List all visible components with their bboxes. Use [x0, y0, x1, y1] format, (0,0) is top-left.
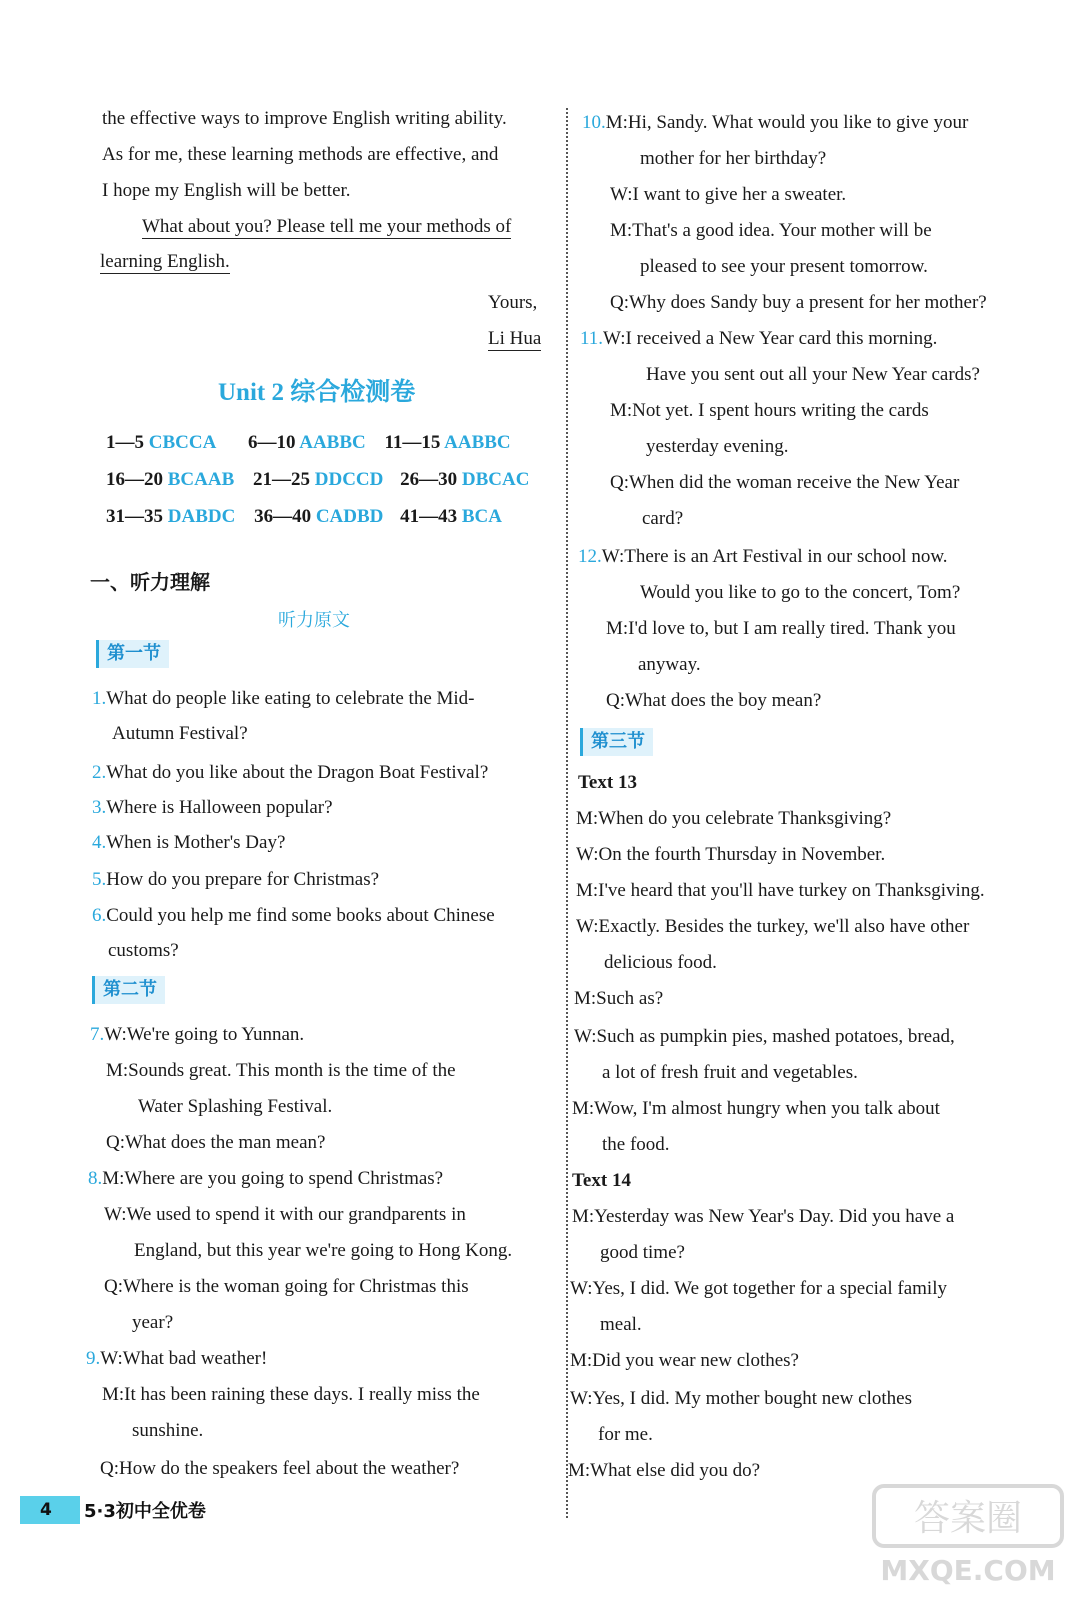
intro-line: learning English. — [100, 251, 230, 272]
dialogue-line: M:That's a good idea. Your mother will be — [610, 220, 932, 241]
dialogue-line: Water Splashing Festival. — [138, 1096, 333, 1117]
dialogue-line: M:It has been raining these days. I really miss the — [102, 1384, 480, 1405]
intro-line: As for me, these learning methods are effective, and — [102, 144, 499, 165]
section-subtitle: 听力原文 — [278, 610, 350, 631]
dialogue-line: M:Did you wear new clothes? — [570, 1350, 799, 1371]
dialogue-line: Q:When did the woman receive the New Year — [610, 472, 960, 493]
dialogue-line: W:We used to spend it with our grandparents in — [104, 1204, 466, 1225]
dialogue-line: 11.W:I received a New Year card this morning. — [580, 328, 938, 349]
watermark-logo — [868, 1480, 1068, 1590]
dialogue-line: for me. — [598, 1424, 653, 1445]
dialogue-line: W:Yes, I did. My mother bought new clothes — [570, 1388, 912, 1409]
intro-line: I hope my English will be better. — [102, 180, 351, 201]
signoff: Yours, — [488, 292, 538, 313]
dialogue-line: sunshine. — [132, 1420, 204, 1441]
dialogue-line: M:Sounds great. This month is the time of the — [106, 1060, 456, 1081]
dialogue-line: a lot of fresh fruit and vegetables. — [602, 1062, 858, 1083]
dialogue-line: Would you like to go to the concert, Tom? — [640, 582, 961, 603]
dialogue-line: W:On the fourth Thursday in November. — [576, 844, 886, 865]
question-line: 1.What do people like eating to celebrate the Mid- — [92, 688, 475, 709]
dialogue-line: M:I've heard that you'll have turkey on Thanksgiving. — [576, 880, 985, 901]
dialogue-line: Q:What does the man mean? — [106, 1132, 326, 1153]
question-line: 3.Where is Halloween popular? — [92, 797, 333, 818]
dialogue-line: M:Not yet. I spent hours writing the cards — [610, 400, 929, 421]
dialogue-line: W:Yes, I did. We got together for a special family — [570, 1278, 947, 1299]
dialogue-line: Q:How do the speakers feel about the weather? — [100, 1458, 460, 1479]
dialogue-line: Q:Why does Sandy buy a present for her mother? — [610, 292, 987, 313]
dialogue-line: the food. — [602, 1134, 670, 1155]
answer-row: 16—20 BCAAB 21—25 DDCCD 26—30 DBCAC — [106, 469, 530, 490]
dialogue-line: pleased to see your present tomorrow. — [640, 256, 928, 277]
question-line: 5.How do you prepare for Christmas? — [92, 869, 380, 890]
watermark-mark: 答案圈 — [913, 1498, 1023, 1539]
signature: Li Hua — [488, 328, 542, 349]
dialogue-line: meal. — [600, 1314, 642, 1335]
dialogue-line: Q:Where is the woman going for Christmas this — [104, 1276, 469, 1297]
dialogue-line: 7.W:We're going to Yunnan. — [90, 1024, 305, 1045]
dialogue-line: card? — [642, 508, 684, 529]
question-line: 4.When is Mother's Day? — [92, 832, 286, 853]
dialogue-line: W:Such as pumpkin pies, mashed potatoes, bread, — [574, 1026, 955, 1047]
text-title: Text 13 — [578, 772, 637, 793]
section-badge: 第三节 — [580, 728, 653, 756]
intro-line: What about you? Please tell me your methods of — [142, 216, 512, 237]
dialogue-line: M:Wow, I'm almost hungry when you talk about — [572, 1098, 940, 1119]
dialogue-line: M:Yesterday was New Year's Day. Did you have a — [572, 1206, 955, 1227]
dialogue-line: 9.W:What bad weather! — [86, 1348, 268, 1369]
question-line: customs? — [108, 940, 179, 961]
section-badge: 第二节 — [92, 976, 165, 1004]
dialogue-line: delicious food. — [604, 952, 717, 973]
question-line: 6.Could you help me find some books about Chinese — [92, 905, 495, 926]
dialogue-line: 12.W:There is an Art Festival in our school now. — [578, 546, 948, 567]
answer-row: 1—5 CBCCA 6—10 AABBC 11—15 AABBC — [106, 432, 511, 453]
dialogue-line: M:I'd love to, but I am really tired. Thank you — [606, 618, 956, 639]
unit-title: Unit 2 综合检测卷 — [218, 379, 416, 406]
book-brand: 5·3初中全优卷 — [84, 1501, 206, 1522]
dialogue-line: mother for her birthday? — [640, 148, 827, 169]
dialogue-line: W:I want to give her a sweater. — [610, 184, 847, 205]
question-line: Autumn Festival? — [112, 723, 248, 744]
dialogue-line: year? — [132, 1312, 174, 1333]
section-title: 一、听力理解 — [90, 570, 210, 594]
answer-row: 31—35 DABDC 36—40 CADBD 41—43 BCA — [106, 506, 502, 527]
watermark-url: MXQE.COM — [880, 1554, 1056, 1587]
section-badge: 第一节 — [96, 640, 169, 668]
dialogue-line: M:When do you celebrate Thanksgiving? — [576, 808, 892, 829]
question-line: 2.What do you like about the Dragon Boat Festival? — [92, 762, 489, 783]
dialogue-line: 8.M:Where are you going to spend Christmas? — [88, 1168, 444, 1189]
dialogue-line: W:Exactly. Besides the turkey, we'll also have other — [576, 916, 970, 937]
dialogue-line: Q:What does the boy mean? — [606, 690, 822, 711]
intro-line: the effective ways to improve English writing ability. — [102, 108, 507, 129]
column-divider — [566, 108, 568, 1518]
dialogue-line: anyway. — [638, 654, 701, 675]
dialogue-line: M:What else did you do? — [568, 1460, 761, 1481]
dialogue-line: Have you sent out all your New Year cards? — [646, 364, 980, 385]
page-number: 4 — [20, 1496, 80, 1524]
dialogue-line: yesterday evening. — [646, 436, 789, 457]
dialogue-line: England, but this year we're going to Hong Kong. — [134, 1240, 513, 1261]
dialogue-line: M:Such as? — [574, 988, 664, 1009]
dialogue-line: 10.M:Hi, Sandy. What would you like to give your — [582, 112, 969, 133]
page-footer — [0, 1496, 220, 1528]
dialogue-line: good time? — [600, 1242, 685, 1263]
text-title: Text 14 — [572, 1170, 631, 1191]
